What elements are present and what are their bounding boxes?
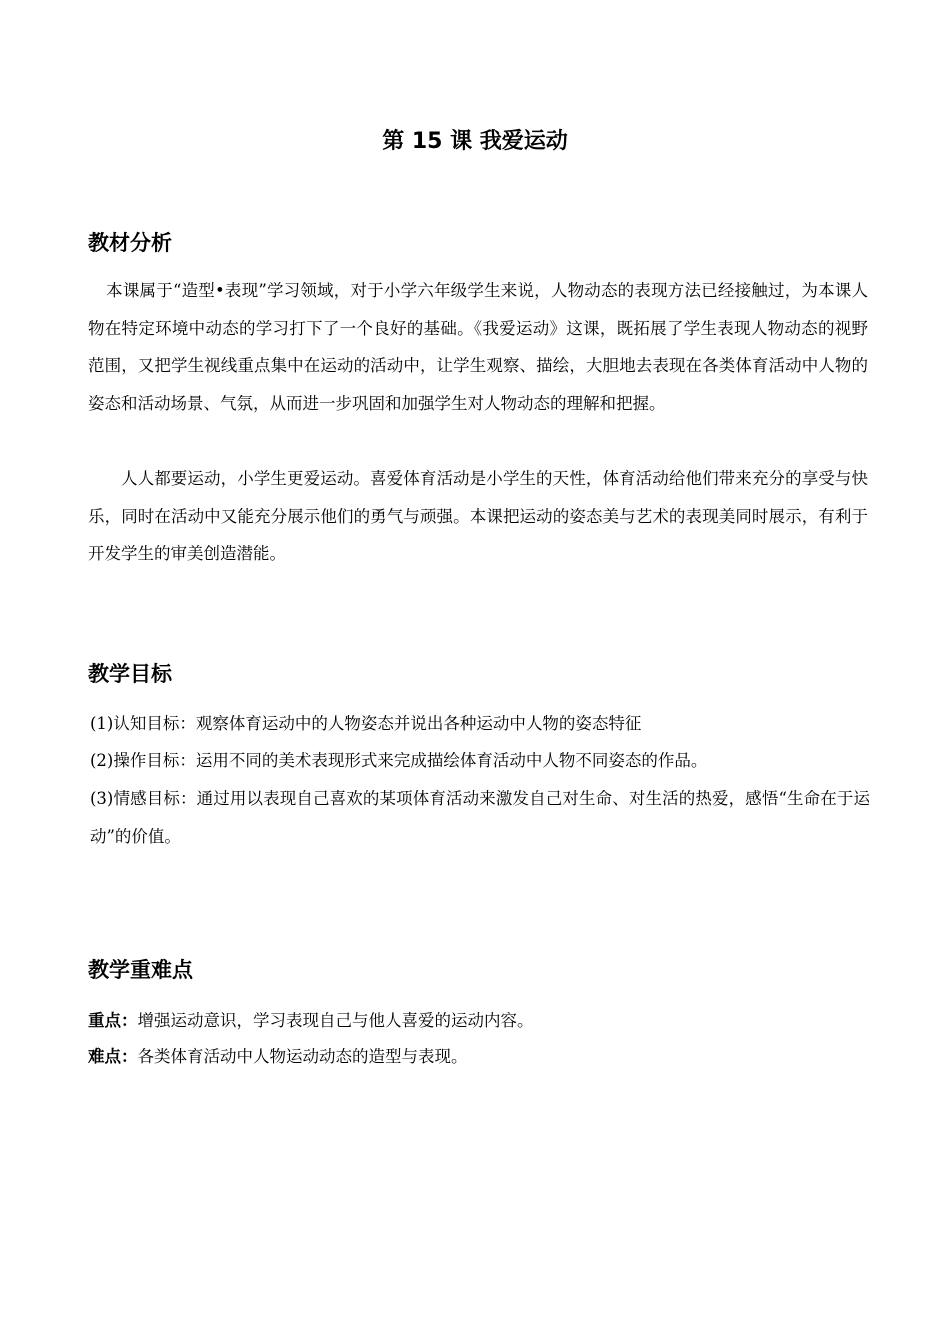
section-heading-analysis: 教材分析 [88, 231, 172, 255]
difficulty-text: 各类体育活动中人物运动动态的造型与表现。 [137, 1047, 468, 1066]
analysis-paragraph-1: 本课属于“造型•表现”学习领域，对于小学六年级学生来说，人物动态的表现方法已经接触过，为本课人物在特定环境中动态的学习打下了一个良好的基础。《我爱运动》这课，既拓展了学生表现人物动态的视野范围，又把学生视线重点集中在运动的活动中，让学生观察、描绘，大胆地去表现在各类体育活动中人物的姿态和活动场景、气氛，从而进一步巩固和加强学生对人物动态的理解和把握。 [88, 281, 868, 413]
section-heading-objectives: 教学目标 [88, 662, 172, 686]
key-point-difficulty [88, 1038, 868, 1076]
section-heading-key-points: 教学重难点 [88, 958, 193, 982]
objective-item-2: (2)操作目标：运用不同的美术表现形式来完成描绘体育活动中人物不同姿态的作品。 [90, 751, 708, 770]
objective-item-3: (3)情感目标：通过用以表现自己喜欢的某项体育活动来激发自己对生命、对生活的热爱，感悟“生命在于运动”的价值。 [90, 789, 870, 846]
difficulty-label: 难点： [88, 1047, 138, 1066]
objective-item-1: (1)认知目标：观察体育运动中的人物姿态并说出各种运动中人物的姿态特征 [90, 714, 642, 733]
key-point-focus [88, 1002, 868, 1040]
analysis-paragraph-2: 人人都要运动，小学生更爱运动。喜爱体育活动是小学生的天性，体育活动给他们带来充分的享受与快乐，同时在活动中又能充分展示他们的勇气与顽强。本课把运动的姿态美与艺术的表现美同时展示，有利于开发学生的审美创造潜能。 [88, 469, 868, 563]
page-title: 第 15 课 我爱运动 [382, 129, 568, 154]
focus-label: 重点： [88, 1011, 138, 1030]
focus-text: 增强运动意识，学习表现自己与他人喜爱的运动内容。 [137, 1011, 534, 1030]
